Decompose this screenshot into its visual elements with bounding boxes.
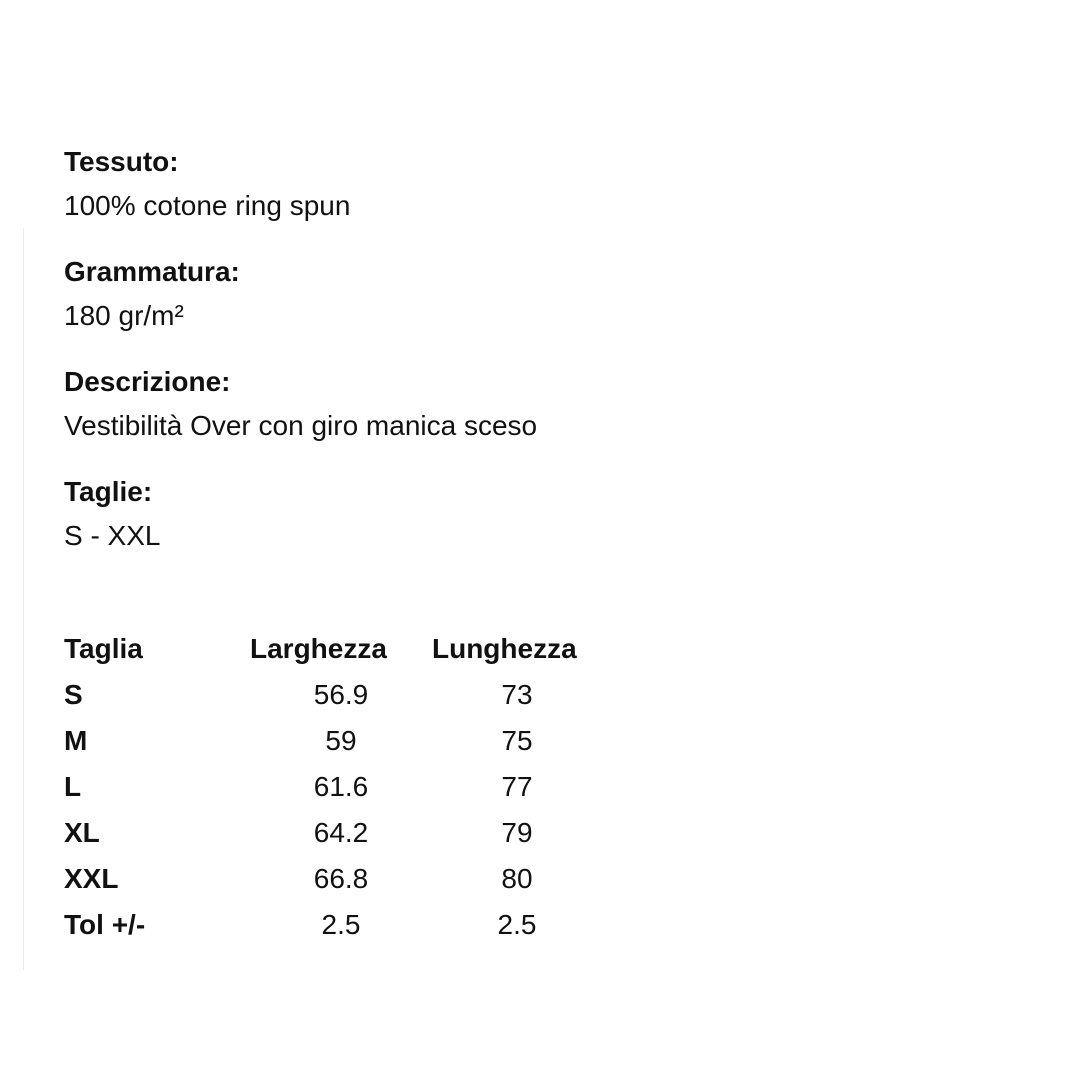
table-row — [64, 810, 602, 856]
spec-fabric-label: Tessuto: — [64, 146, 179, 177]
size-cell: M — [64, 725, 88, 756]
spec-description-label: Descrizione: — [64, 366, 231, 397]
header-size: Taglia — [64, 633, 143, 664]
width-cell: 59 — [325, 725, 357, 756]
table-row — [64, 718, 602, 764]
table-row — [64, 672, 602, 718]
width-cell: 2.5 — [321, 909, 361, 940]
spec-description-value: Vestibilità Over con giro manica sceso — [64, 410, 538, 441]
length-cell: 2.5 — [497, 909, 537, 940]
width-cell: 66.8 — [313, 863, 369, 894]
header-width: Larghezza — [250, 633, 387, 664]
width-cell: 64.2 — [313, 817, 369, 848]
spec-fabric-value: 100% cotone ring spun — [64, 190, 351, 221]
spec-weight-label: Grammatura: — [64, 256, 240, 287]
size-cell: Tol +/- — [64, 909, 146, 940]
width-cell: 56.9 — [313, 679, 369, 710]
length-cell: 80 — [501, 863, 533, 894]
size-table — [64, 626, 602, 948]
size-cell: XL — [64, 817, 100, 848]
width-cell: 61.6 — [313, 771, 369, 802]
size-table-header-row — [64, 626, 602, 672]
length-cell: 79 — [501, 817, 533, 848]
spec-sizes-label: Taglie: — [64, 476, 153, 507]
size-cell: XXL — [64, 863, 119, 894]
length-cell: 73 — [501, 679, 533, 710]
table-row — [64, 764, 602, 810]
size-cell: S — [64, 679, 83, 710]
header-length: Lunghezza — [432, 633, 577, 664]
page-edge-line — [23, 228, 24, 970]
spec-sizes — [64, 476, 160, 552]
length-cell: 77 — [501, 771, 533, 802]
size-cell: L — [64, 771, 82, 802]
spec-sizes-value: S - XXL — [64, 520, 161, 551]
spec-weight-value: 180 gr/m² — [64, 300, 184, 331]
spec-weight — [64, 256, 240, 332]
table-row — [64, 902, 602, 948]
table-row — [64, 856, 602, 902]
spec-description — [64, 366, 537, 442]
spec-fabric — [64, 146, 350, 222]
length-cell: 75 — [501, 725, 533, 756]
